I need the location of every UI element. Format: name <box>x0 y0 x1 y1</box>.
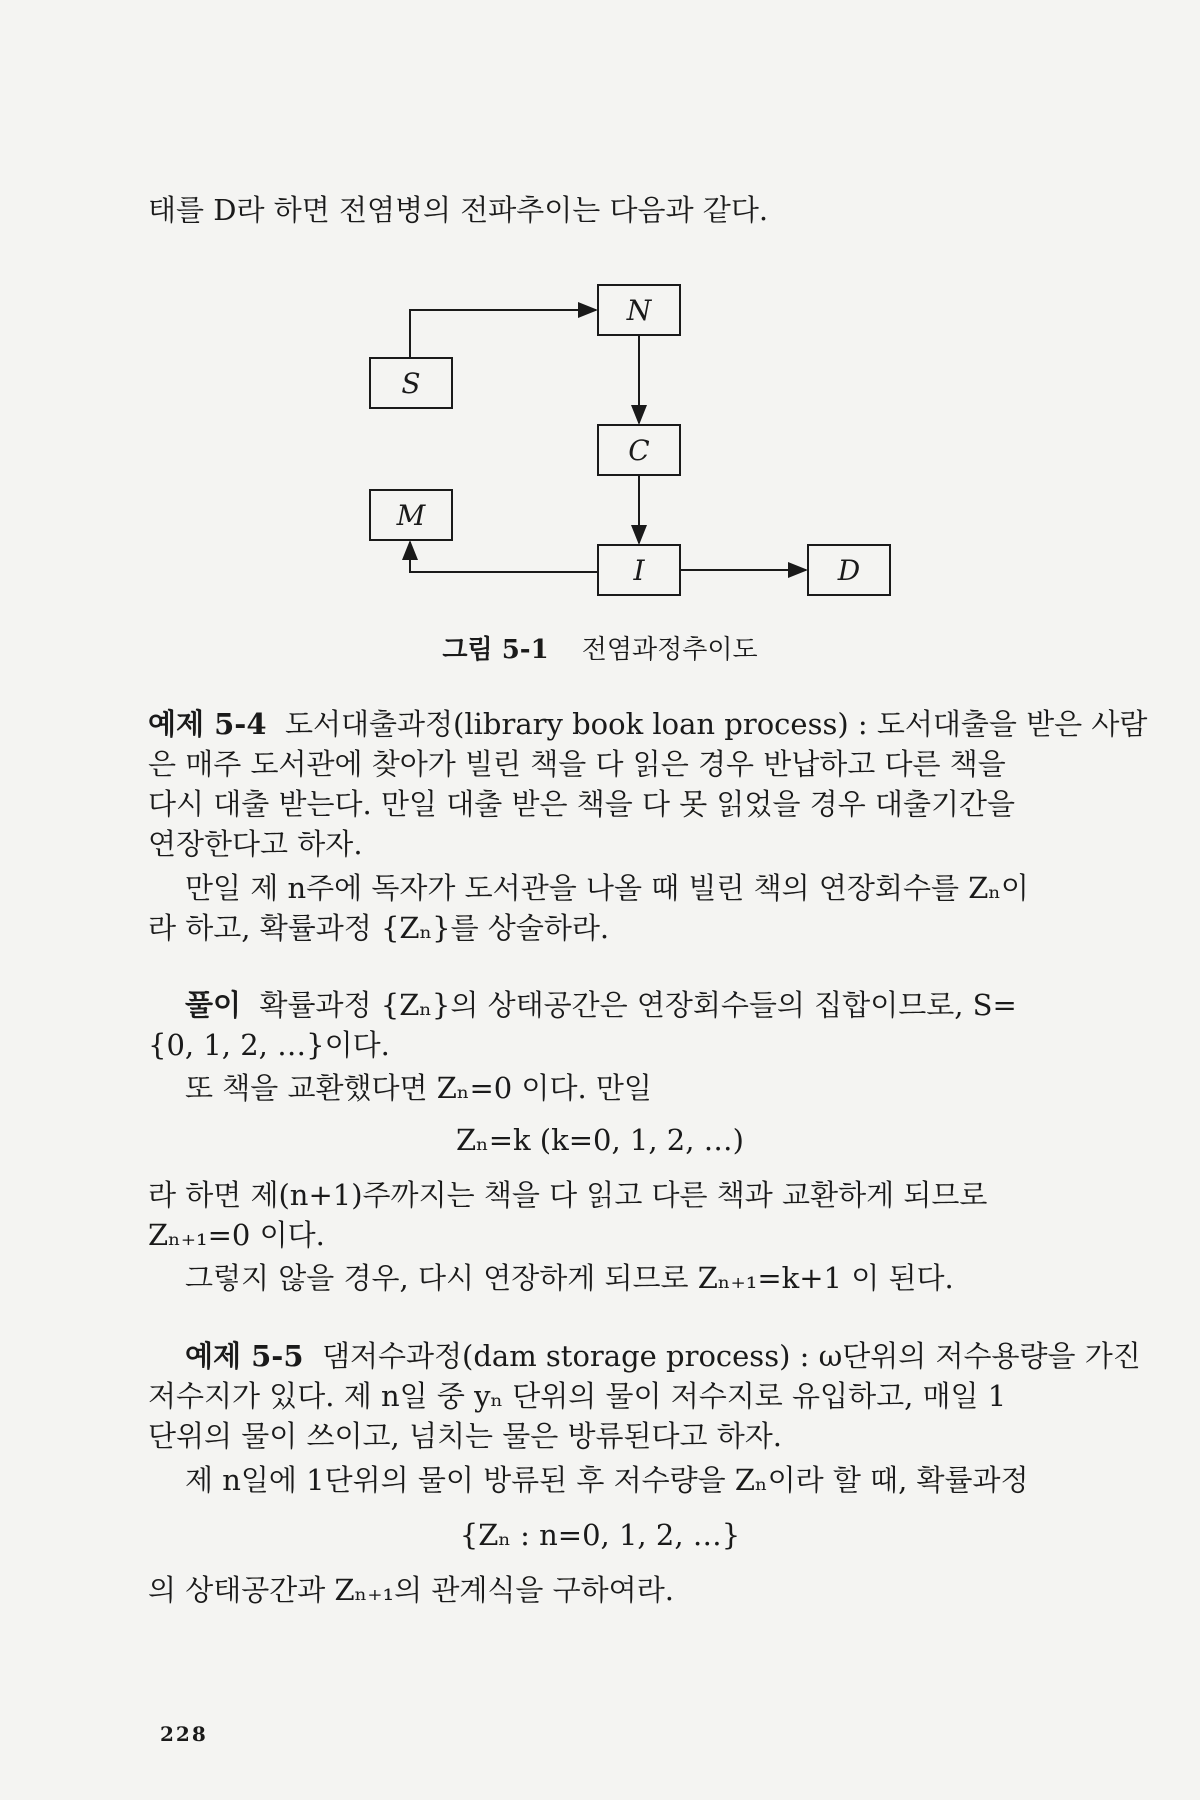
solution-line-5: 라 하면 제(n+1)주까지는 책을 다 읽고 다른 책과 교환하게 되므로 <box>148 1178 988 1212</box>
solution-line-7: 그렇지 않을 경우, 다시 연장하게 되므로 Zₙ₊₁=k+1 이 된다. <box>185 1261 954 1295</box>
example-5-5-equation: {Zₙ : n=0, 1, 2, …} <box>459 1518 741 1552</box>
example-5-5-line-2: 저수지가 있다. 제 n일 중 yₙ 단위의 물이 저수지로 유입하고, 매일 1 <box>148 1379 1007 1413</box>
example-5-4-line-2: 은 매주 도서관에 찾아가 빌린 책을 다 읽은 경우 반납하고 다른 책을 <box>148 747 1006 781</box>
solution-line-3: 또 책을 교환했다면 Zₙ=0 이다. 만일 <box>185 1071 652 1105</box>
example-5-4-line-4: 연장한다고 하자. <box>148 827 363 861</box>
example-5-4-line-5: 만일 제 n주에 독자가 도서관을 나올 때 빌린 책의 연장회수를 Zₙ이 <box>185 871 1029 905</box>
node-label-c: C <box>628 434 650 467</box>
arrow-s-to-n <box>410 310 596 358</box>
figure-caption <box>0 632 1200 668</box>
solution-equation: Zₙ=k (k=0, 1, 2, …) <box>456 1123 744 1157</box>
example-5-4-line-1: 예제 5-4 도서대출과정(library book loan process) : 도서대출을 받은 사람 <box>148 707 1148 741</box>
figure-number: 그림 5-1 <box>442 635 549 665</box>
solution-line-6: Zₙ₊₁=0 이다. <box>148 1218 325 1252</box>
intro-line: 태를 D라 하면 전염병의 전파추이는 다음과 같다. <box>148 193 769 227</box>
node-label-m: M <box>396 499 426 532</box>
node-label-n: N <box>626 294 652 327</box>
example-5-5-label: 예제 5-5 <box>185 1339 304 1373</box>
example-5-5-line-4: 제 n일에 1단위의 물이 방류된 후 저수량을 Zₙ이라 할 때, 확률과정 <box>185 1463 1029 1497</box>
solution-label: 풀이 <box>185 988 242 1022</box>
epidemic-transition-diagram <box>0 280 1200 620</box>
example-5-5-line-1: 예제 5-5 댐저수과정(dam storage process) : ω단위의 저수용량을 가진 <box>185 1339 1141 1373</box>
arrow-i-to-m <box>410 542 598 572</box>
node-label-i: I <box>633 554 645 587</box>
page-number: 228 <box>160 1722 208 1746</box>
example-5-4-line-6: 라 하고, 확률과정 {Zₙ}를 상술하라. <box>148 911 610 945</box>
solution-line-2: {0, 1, 2, …}이다. <box>148 1028 390 1062</box>
solution-line-1: 풀이 확률과정 {Zₙ}의 상태공간은 연장회수들의 집합이므로, S= <box>185 988 1017 1022</box>
node-label-d: D <box>837 554 861 587</box>
example-5-4-line-3: 다시 대출 받는다. 만일 대출 받은 책을 다 못 읽었을 경우 대출기간을 <box>148 787 1015 821</box>
example-5-5-line-6: 의 상태공간과 Zₙ₊₁의 관계식을 구하여라. <box>148 1573 674 1607</box>
figure-title: 전염과정추이도 <box>581 635 758 665</box>
example-5-4-label: 예제 5-4 <box>148 707 267 741</box>
node-label-s: S <box>401 367 421 400</box>
example-5-5-line-3: 단위의 물이 쓰이고, 넘치는 물은 방류된다고 하자. <box>148 1419 783 1453</box>
